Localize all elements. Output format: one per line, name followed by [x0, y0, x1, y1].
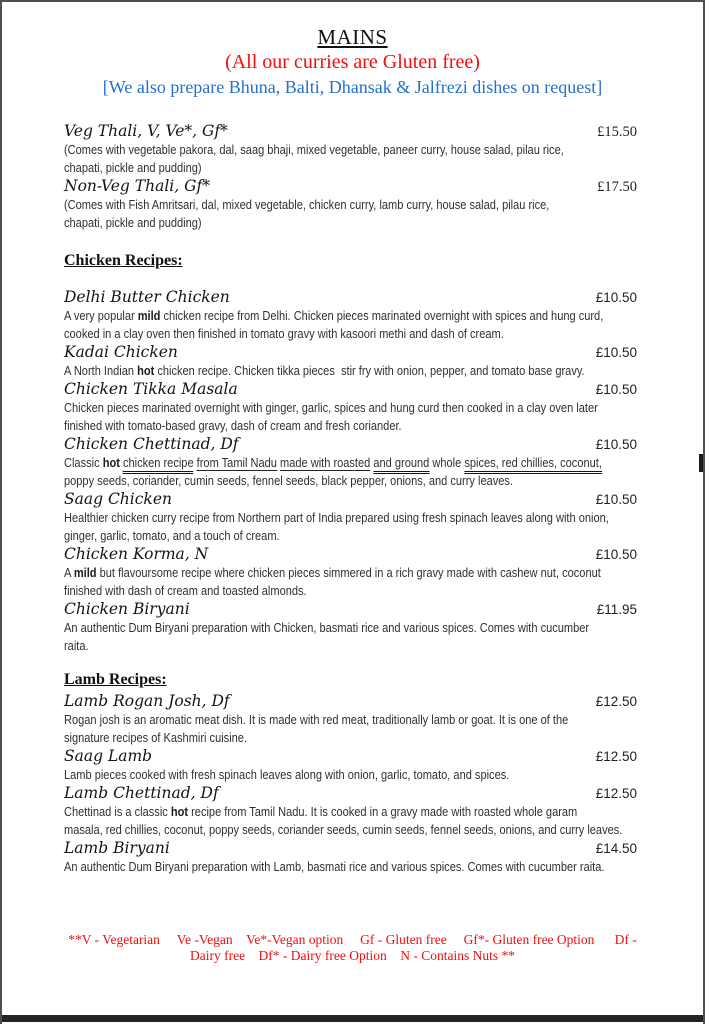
desc-text: cooked in a clay oven then finished in tomato gravy with kasoori methi and dash of cream.	[64, 326, 504, 341]
menu-item-price: £10.50	[595, 345, 637, 360]
menu-item-row	[64, 343, 637, 362]
menu-item-name: Chicken Biryani	[64, 600, 190, 618]
menu-item-row	[64, 747, 637, 766]
menu-item-name: Lamb Chettinad, Df	[64, 784, 219, 802]
desc-text: Healthier chicken curry recipe from Northern part of India prepared using fresh spinach leaves along with onion,	[64, 510, 609, 525]
desc-text: Rogan josh is an aromatic meat dish. It is made with red meat, traditionally lamb or goat. It is one of the	[64, 712, 569, 727]
menu-item-name: Lamb Rogan Josh, Df	[64, 692, 230, 710]
menu-item-desc-line	[64, 417, 551, 435]
menu-item-row	[64, 692, 637, 711]
spice-level-label: hot	[137, 363, 155, 378]
desc-text: A North Indian	[64, 363, 138, 378]
desc-text: (Comes with Fish Amritsari, dal, mixed vegetable, chicken curry, lamb curry, house salad, pilau rice,	[64, 197, 550, 212]
desc-text: Chettinad is a classic	[64, 804, 171, 819]
menu-item-name: Delhi Butter Chicken	[64, 288, 230, 306]
desc-text: chapati, pickle and pudding)	[64, 215, 202, 230]
menu-item-desc-line	[64, 619, 590, 637]
menu-item-name: Lamb Biryani	[64, 839, 170, 857]
spice-level-label: mild	[73, 565, 97, 580]
section-heading: Lamb Recipes:	[64, 671, 167, 688]
subtitle-request-dishes: [We also prepare Bhuna, Balti, Dhansak & Jalfrezi dishes on request]	[102, 77, 603, 97]
underlined-text: made with roasted	[280, 455, 371, 470]
menu-item-row	[64, 435, 637, 454]
menu-item-desc-line	[64, 472, 551, 490]
desc-text: but flavoursome recipe where chicken pieces simmered in a rich gravy made with cashew nut, coconut	[96, 565, 601, 580]
menu-item-desc-line	[64, 307, 604, 325]
page-edge-mark	[699, 454, 703, 472]
desc-text: Chicken pieces marinated overnight with ginger, garlic, spices and hung curd then cooked in a clay oven later	[64, 400, 598, 415]
menu-item-desc-line	[64, 509, 609, 527]
allergen-legend	[2, 932, 703, 964]
menu-item-price: £17.50	[597, 179, 637, 195]
spice-level-label: hot	[102, 455, 120, 470]
menu-item-desc-line	[64, 141, 564, 159]
menu-item-desc-line	[64, 858, 605, 876]
menu-item-price: £12.50	[595, 749, 637, 764]
menu-item-row	[64, 177, 637, 196]
page-title: MAINS	[317, 25, 388, 49]
menu-item-row	[64, 288, 637, 307]
spice-level-label: mild	[137, 308, 161, 323]
menu-header	[2, 2, 703, 99]
menu-item-desc-line	[64, 399, 598, 417]
desc-text: whole	[429, 455, 465, 470]
menu-item-desc-line	[64, 821, 623, 839]
legend-line-1: **V - Vegetarian Ve -Vegan Ve*-Vegan option Gf - Gluten free Gf*- Gluten free Option Df -	[68, 932, 637, 947]
menu-item-desc-line	[64, 325, 551, 343]
menu-item-row	[64, 122, 637, 141]
menu-item-price: £14.50	[595, 841, 637, 856]
desc-text: chapati, pickle and pudding)	[64, 160, 202, 175]
desc-text: A very popular	[64, 308, 138, 323]
desc-text: ginger, garlic, tomato, and a touch of cream.	[64, 528, 280, 543]
menu-item-price: £10.50	[595, 382, 637, 397]
desc-text: masala, red chillies, coconut, poppy seeds, coriander seeds, cumin seeds, fennel seeds, onions, and curry leaves.	[64, 822, 623, 837]
underlined-text: spices, red chillies, coconut,	[464, 455, 602, 474]
desc-text: Classic	[64, 455, 103, 470]
legend-line-2: Dairy free Df* - Dairy free Option N - Contains Nuts **	[189, 948, 516, 963]
menu-item-desc-line	[64, 729, 551, 747]
menu-item-price: £10.50	[595, 547, 637, 562]
menu-item-desc-line	[64, 362, 585, 380]
desc-text: chicken recipe from Delhi. Chicken pieces marinated overnight with spices and hung curd,	[160, 308, 604, 323]
desc-text: (Comes with vegetable pakora, dal, saag bhaji, mixed vegetable, paneer curry, house salad, pilau rice,	[64, 142, 564, 157]
menu-item-desc-line	[64, 564, 601, 582]
desc-text: finished with tomato-based gravy, dash of cream and fresh coriander.	[64, 418, 402, 433]
spice-level-label: hot	[170, 804, 189, 819]
menu-item-row	[64, 380, 637, 399]
menu-section	[64, 252, 637, 655]
desc-text: An authentic Dum Biryani preparation with Chicken, basmati rice and various spices. Comes with cucumber	[64, 620, 590, 635]
menu-item-desc-line	[64, 527, 551, 545]
menu-item-row	[64, 784, 637, 803]
desc-text: A	[64, 565, 74, 580]
menu-item-price: £15.50	[597, 124, 637, 140]
desc-text: raita.	[64, 638, 89, 653]
underlined-text: from Tamil Nadu	[196, 455, 277, 470]
menu-item-desc-line	[64, 196, 551, 214]
menu-item-desc-line	[64, 454, 602, 472]
menu-item-price: £11.95	[596, 602, 637, 617]
desc-text: An authentic Dum Biryani preparation with Lamb, basmati rice and various spices. Comes with cucumber raita.	[64, 859, 605, 874]
underlined-text: and ground	[373, 455, 429, 474]
underlined-text: chicken recipe	[123, 455, 194, 474]
desc-text: poppy seeds, coriander, cumin seeds, fennel seeds, black pepper, onions, and curry leaves.	[64, 473, 514, 488]
menu-item-name: Chicken Chettinad, Df	[64, 435, 239, 453]
menu-item-row	[64, 490, 637, 509]
menu-item-name: Non-Veg Thali, Gf*	[64, 177, 210, 195]
desc-text: Lamb pieces cooked with fresh spinach leaves along with onion, garlic, tomato, and spices.	[64, 767, 510, 782]
menu-item-desc-line	[64, 637, 551, 655]
menu-item-desc-line	[64, 803, 578, 821]
menu-item-price: £10.50	[595, 290, 637, 305]
desc-text: signature recipes of Kashmiri cuisine.	[64, 730, 248, 745]
menu-item-name: Saag Chicken	[64, 490, 172, 508]
menu-item-price: £12.50	[595, 786, 637, 801]
menu-section	[64, 671, 637, 876]
menu-item-name: Saag Lamb	[64, 747, 153, 765]
desc-text: finished with dash of cream and toasted almonds.	[64, 583, 307, 598]
menu-item-name: Veg Thali, V, Ve*, Gf*	[64, 122, 228, 140]
menu-item-name: Chicken Korma, N	[64, 545, 209, 563]
menu-item-price: £10.50	[595, 437, 637, 452]
menu-item-price: £12.50	[595, 694, 637, 709]
menu-item-desc-line	[64, 582, 551, 600]
menu-section	[64, 122, 637, 232]
desc-text: chicken recipe. Chicken tikka pieces stir fry with onion, pepper, and tomato base gravy.	[154, 363, 585, 378]
menu-item-price: £10.50	[595, 492, 637, 507]
menu-item-name: Chicken Tikka Masala	[64, 380, 238, 398]
menu-item-row	[64, 839, 637, 858]
desc-text: recipe from Tamil Nadu. It is cooked in a gravy made with roasted whole garam	[188, 804, 578, 819]
subtitle-gluten-free: (All our curries are Gluten free)	[225, 51, 480, 73]
menu-item-row	[64, 545, 637, 564]
menu-item-desc-line	[64, 159, 551, 177]
menu-item-name: Kadai Chicken	[64, 343, 178, 361]
menu-item-desc-line	[64, 214, 551, 232]
menu-item-desc-line	[64, 766, 551, 784]
page-bottom-bar	[2, 1015, 703, 1022]
section-heading: Chicken Recipes:	[64, 252, 183, 269]
menu-item-row	[64, 600, 637, 619]
menu-item-desc-line	[64, 711, 569, 729]
menu-body	[2, 122, 703, 876]
